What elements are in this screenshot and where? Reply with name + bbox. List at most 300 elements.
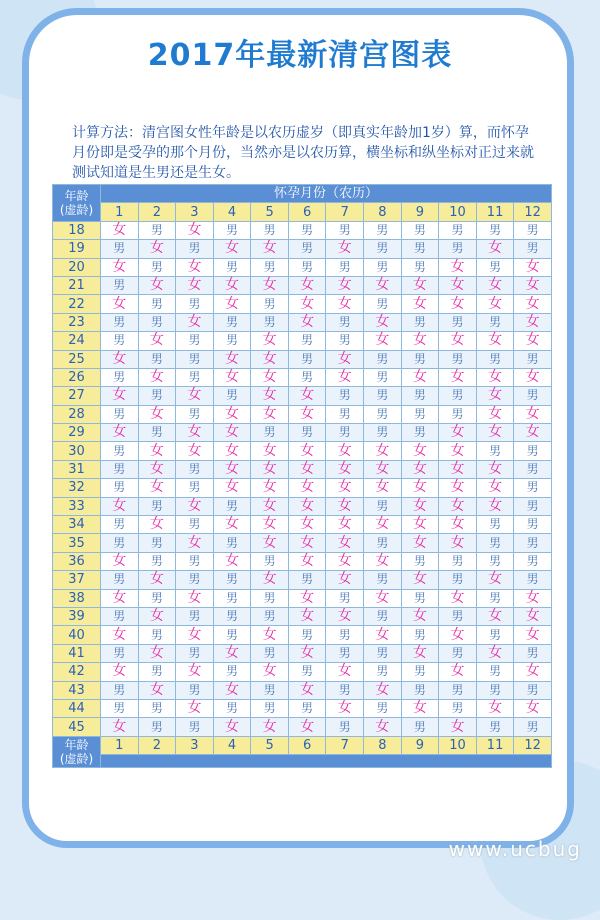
gender-cell-girl: 女 xyxy=(476,368,514,386)
age-label: 44 xyxy=(53,699,101,717)
gender-cell-boy: 男 xyxy=(213,387,251,405)
month-header-row xyxy=(53,203,552,221)
gender-cell-girl: 女 xyxy=(401,295,439,313)
gender-cell-girl: 女 xyxy=(326,607,364,625)
age-label: 37 xyxy=(53,571,101,589)
table-row xyxy=(53,221,552,239)
gender-cell-girl: 女 xyxy=(364,718,402,736)
gender-cell-girl: 女 xyxy=(326,571,364,589)
gender-cell-girl: 女 xyxy=(251,368,289,386)
gender-cell-boy: 男 xyxy=(138,718,176,736)
month-header-4: 4 xyxy=(213,203,251,221)
gender-cell-boy: 男 xyxy=(439,571,477,589)
gender-cell-girl: 女 xyxy=(514,332,552,350)
table-row xyxy=(53,479,552,497)
gender-cell-girl: 女 xyxy=(401,332,439,350)
gender-cell-boy: 男 xyxy=(476,589,514,607)
table-row xyxy=(53,424,552,442)
gender-cell-girl: 女 xyxy=(326,534,364,552)
table-row xyxy=(53,405,552,423)
gender-cell-boy: 男 xyxy=(476,663,514,681)
gender-cell-girl: 女 xyxy=(514,424,552,442)
age-label: 22 xyxy=(53,295,101,313)
gender-cell-boy: 男 xyxy=(439,681,477,699)
gender-cell-girl: 女 xyxy=(439,497,477,515)
gender-cell-boy: 男 xyxy=(401,589,439,607)
gender-cell-girl: 女 xyxy=(439,534,477,552)
age-label: 41 xyxy=(53,644,101,662)
gender-cell-boy: 男 xyxy=(138,626,176,644)
month-header-9: 9 xyxy=(401,203,439,221)
gender-cell-girl: 女 xyxy=(514,295,552,313)
gender-cell-boy: 男 xyxy=(364,497,402,515)
table-row xyxy=(53,313,552,331)
gender-cell-boy: 男 xyxy=(213,571,251,589)
gender-cell-girl: 女 xyxy=(439,442,477,460)
gender-cell-boy: 男 xyxy=(101,644,139,662)
gender-cell-girl: 女 xyxy=(138,240,176,258)
gender-cell-boy: 男 xyxy=(101,405,139,423)
table-row xyxy=(53,718,552,736)
gender-cell-boy: 男 xyxy=(251,552,289,570)
gender-cell-girl: 女 xyxy=(439,258,477,276)
gender-cell-boy: 男 xyxy=(326,313,364,331)
gender-cell-girl: 女 xyxy=(176,313,214,331)
gender-cell-girl: 女 xyxy=(326,663,364,681)
gender-cell-boy: 男 xyxy=(213,534,251,552)
gender-cell-boy: 男 xyxy=(326,258,364,276)
gender-cell-boy: 男 xyxy=(101,607,139,625)
gender-cell-girl: 女 xyxy=(476,240,514,258)
gender-cell-girl: 女 xyxy=(326,497,364,515)
gender-cell-boy: 男 xyxy=(176,295,214,313)
gender-cell-boy: 男 xyxy=(439,350,477,368)
gender-cell-girl: 女 xyxy=(213,295,251,313)
gender-cell-boy: 男 xyxy=(364,534,402,552)
gender-cell-girl: 女 xyxy=(326,699,364,717)
age-label: 21 xyxy=(53,276,101,294)
gender-cell-girl: 女 xyxy=(213,644,251,662)
gender-cell-boy: 男 xyxy=(514,534,552,552)
gender-cell-girl: 女 xyxy=(476,405,514,423)
gender-cell-boy: 男 xyxy=(514,460,552,478)
gender-cell-boy: 男 xyxy=(514,644,552,662)
gender-cell-girl: 女 xyxy=(364,589,402,607)
gender-cell-girl: 女 xyxy=(101,258,139,276)
table-row xyxy=(53,607,552,625)
gender-cell-boy: 男 xyxy=(326,387,364,405)
gender-cell-girl: 女 xyxy=(176,534,214,552)
gender-cell-girl: 女 xyxy=(288,313,326,331)
gender-cell-boy: 男 xyxy=(213,258,251,276)
gender-cell-girl: 女 xyxy=(476,479,514,497)
gender-cell-boy: 男 xyxy=(101,313,139,331)
gender-cell-boy: 男 xyxy=(514,681,552,699)
gender-cell-girl: 女 xyxy=(138,460,176,478)
gender-cell-girl: 女 xyxy=(326,350,364,368)
gender-cell-boy: 男 xyxy=(288,571,326,589)
gender-cell-boy: 男 xyxy=(514,387,552,405)
gender-cell-girl: 女 xyxy=(101,626,139,644)
gender-cell-girl: 女 xyxy=(476,460,514,478)
age-header: 年龄 (虚龄) xyxy=(53,185,101,222)
gender-cell-boy: 男 xyxy=(476,626,514,644)
gender-cell-girl: 女 xyxy=(138,332,176,350)
gender-cell-girl: 女 xyxy=(326,295,364,313)
gender-cell-boy: 男 xyxy=(364,350,402,368)
gender-cell-boy: 男 xyxy=(213,699,251,717)
gender-cell-girl: 女 xyxy=(213,276,251,294)
month-header-11: 11 xyxy=(476,203,514,221)
gender-cell-girl: 女 xyxy=(138,516,176,534)
gender-cell-girl: 女 xyxy=(401,607,439,625)
gender-cell-girl: 女 xyxy=(326,276,364,294)
gender-cell-girl: 女 xyxy=(101,663,139,681)
gender-cell-boy: 男 xyxy=(251,699,289,717)
gender-cell-boy: 男 xyxy=(101,571,139,589)
footer-month-10: 10 xyxy=(439,736,477,754)
gender-cell-boy: 男 xyxy=(176,681,214,699)
gender-cell-boy: 男 xyxy=(101,460,139,478)
gender-cell-girl: 女 xyxy=(251,350,289,368)
gender-cell-girl: 女 xyxy=(364,442,402,460)
gender-cell-boy: 男 xyxy=(176,460,214,478)
gender-cell-girl: 女 xyxy=(439,424,477,442)
age-label: 34 xyxy=(53,516,101,534)
table-row xyxy=(53,240,552,258)
table-row xyxy=(53,276,552,294)
gender-cell-girl: 女 xyxy=(514,313,552,331)
gender-cell-boy: 男 xyxy=(251,681,289,699)
gender-cell-boy: 男 xyxy=(364,258,402,276)
gender-cell-girl: 女 xyxy=(251,571,289,589)
gender-cell-boy: 男 xyxy=(176,350,214,368)
gender-cell-girl: 女 xyxy=(288,460,326,478)
gender-cell-girl: 女 xyxy=(176,442,214,460)
gender-cell-boy: 男 xyxy=(439,552,477,570)
gender-cell-girl: 女 xyxy=(401,460,439,478)
footer-month-1: 1 xyxy=(101,736,139,754)
table-row xyxy=(53,663,552,681)
gender-cell-girl: 女 xyxy=(514,663,552,681)
gender-cell-boy: 男 xyxy=(326,221,364,239)
gender-cell-girl: 女 xyxy=(138,442,176,460)
gender-cell-boy: 男 xyxy=(101,479,139,497)
gender-cell-girl: 女 xyxy=(364,479,402,497)
table-row xyxy=(53,681,552,699)
gender-cell-girl: 女 xyxy=(476,332,514,350)
table-row xyxy=(53,387,552,405)
gender-cell-girl: 女 xyxy=(251,460,289,478)
footer-month-3: 3 xyxy=(176,736,214,754)
gender-cell-girl: 女 xyxy=(326,479,364,497)
gender-cell-girl: 女 xyxy=(288,552,326,570)
table-row xyxy=(53,350,552,368)
gender-cell-boy: 男 xyxy=(251,221,289,239)
gender-cell-boy: 男 xyxy=(101,516,139,534)
gender-cell-boy: 男 xyxy=(326,681,364,699)
gender-cell-boy: 男 xyxy=(401,405,439,423)
calculation-description: 计算方法：清宫图女性年龄是以农历虚岁（即真实年龄加1岁）算，而怀孕月份即是受孕的那个月份，当然亦是以农历算，横坐标和纵坐标对正过来就测试知道是生男还是生女。 xyxy=(72,125,534,181)
table-row xyxy=(53,571,552,589)
gender-cell-girl: 女 xyxy=(514,607,552,625)
gender-cell-girl: 女 xyxy=(364,313,402,331)
chart-body xyxy=(53,221,552,736)
gender-cell-boy: 男 xyxy=(514,552,552,570)
gender-cell-girl: 女 xyxy=(476,424,514,442)
gender-cell-boy: 男 xyxy=(251,313,289,331)
gender-cell-boy: 男 xyxy=(401,258,439,276)
gender-cell-girl: 女 xyxy=(476,607,514,625)
gender-cell-girl: 女 xyxy=(401,497,439,515)
age-label: 38 xyxy=(53,589,101,607)
gender-cell-boy: 男 xyxy=(176,552,214,570)
age-label: 33 xyxy=(53,497,101,515)
gender-cell-girl: 女 xyxy=(288,497,326,515)
gender-cell-boy: 男 xyxy=(176,332,214,350)
gender-cell-boy: 男 xyxy=(401,350,439,368)
gender-cell-girl: 女 xyxy=(138,644,176,662)
gender-cell-girl: 女 xyxy=(401,516,439,534)
gender-cell-boy: 男 xyxy=(514,479,552,497)
gender-cell-girl: 女 xyxy=(439,516,477,534)
gender-cell-girl: 女 xyxy=(251,240,289,258)
gender-cell-boy: 男 xyxy=(138,258,176,276)
gender-cell-boy: 男 xyxy=(138,663,176,681)
gender-cell-girl: 女 xyxy=(288,516,326,534)
footer-month-12: 12 xyxy=(514,736,552,754)
gender-cell-boy: 男 xyxy=(476,516,514,534)
gender-cell-girl: 女 xyxy=(439,295,477,313)
gender-cell-boy: 男 xyxy=(288,699,326,717)
gender-cell-girl: 女 xyxy=(251,332,289,350)
gender-cell-girl: 女 xyxy=(401,276,439,294)
age-label: 31 xyxy=(53,460,101,478)
gender-cell-boy: 男 xyxy=(326,626,364,644)
table-row xyxy=(53,295,552,313)
gender-cell-boy: 男 xyxy=(176,479,214,497)
gender-cell-girl: 女 xyxy=(326,460,364,478)
age-label: 36 xyxy=(53,552,101,570)
gender-cell-boy: 男 xyxy=(101,368,139,386)
gender-cell-girl: 女 xyxy=(213,442,251,460)
gender-cell-boy: 男 xyxy=(439,405,477,423)
gender-cell-girl: 女 xyxy=(101,718,139,736)
gender-cell-boy: 男 xyxy=(138,589,176,607)
gender-cell-boy: 男 xyxy=(213,497,251,515)
gender-cell-girl: 女 xyxy=(364,681,402,699)
gender-cell-boy: 男 xyxy=(251,607,289,625)
gender-cell-girl: 女 xyxy=(251,479,289,497)
footer-month-4: 4 xyxy=(213,736,251,754)
gender-cell-girl: 女 xyxy=(288,534,326,552)
gender-cell-girl: 女 xyxy=(101,552,139,570)
gender-cell-boy: 男 xyxy=(364,571,402,589)
gender-cell-boy: 男 xyxy=(138,313,176,331)
gender-cell-boy: 男 xyxy=(138,350,176,368)
gender-cell-boy: 男 xyxy=(514,571,552,589)
gender-cell-boy: 男 xyxy=(138,552,176,570)
gender-cell-girl: 女 xyxy=(401,644,439,662)
gender-cell-boy: 男 xyxy=(251,424,289,442)
footer-month-2: 2 xyxy=(138,736,176,754)
gender-cell-boy: 男 xyxy=(401,626,439,644)
month-header-title: 怀孕月份（农历） xyxy=(101,185,552,203)
gender-cell-boy: 男 xyxy=(251,295,289,313)
gender-cell-girl: 女 xyxy=(364,276,402,294)
age-label: 23 xyxy=(53,313,101,331)
gender-cell-girl: 女 xyxy=(288,276,326,294)
gender-cell-boy: 男 xyxy=(439,607,477,625)
gender-cell-girl: 女 xyxy=(364,516,402,534)
gender-cell-girl: 女 xyxy=(401,699,439,717)
age-label: 20 xyxy=(53,258,101,276)
gender-cell-boy: 男 xyxy=(364,663,402,681)
gender-cell-boy: 男 xyxy=(439,221,477,239)
gender-cell-girl: 女 xyxy=(251,718,289,736)
table-row xyxy=(53,258,552,276)
gender-cell-girl: 女 xyxy=(213,368,251,386)
table-row xyxy=(53,332,552,350)
gender-cell-girl: 女 xyxy=(101,350,139,368)
gender-cell-boy: 男 xyxy=(138,497,176,515)
gender-cell-boy: 男 xyxy=(101,442,139,460)
table-row xyxy=(53,552,552,570)
gender-cell-girl: 女 xyxy=(364,626,402,644)
age-label: 45 xyxy=(53,718,101,736)
gender-cell-boy: 男 xyxy=(364,607,402,625)
age-label: 26 xyxy=(53,368,101,386)
gender-cell-boy: 男 xyxy=(439,313,477,331)
gender-cell-girl: 女 xyxy=(439,479,477,497)
gender-cell-girl: 女 xyxy=(288,607,326,625)
gender-cell-boy: 男 xyxy=(401,240,439,258)
gender-cell-boy: 男 xyxy=(364,405,402,423)
gender-cell-boy: 男 xyxy=(213,589,251,607)
gender-cell-girl: 女 xyxy=(326,240,364,258)
gender-cell-girl: 女 xyxy=(101,387,139,405)
gender-cell-girl: 女 xyxy=(288,718,326,736)
gender-cell-boy: 男 xyxy=(476,681,514,699)
gender-cell-girl: 女 xyxy=(364,332,402,350)
gender-cell-boy: 男 xyxy=(401,663,439,681)
gender-cell-boy: 男 xyxy=(213,607,251,625)
gender-cell-girl: 女 xyxy=(101,295,139,313)
gender-cell-girl: 女 xyxy=(439,460,477,478)
gender-cell-boy: 男 xyxy=(514,221,552,239)
gender-cell-girl: 女 xyxy=(213,479,251,497)
gender-cell-girl: 女 xyxy=(213,516,251,534)
month-header-6: 6 xyxy=(288,203,326,221)
gender-cell-boy: 男 xyxy=(514,240,552,258)
gender-cell-girl: 女 xyxy=(326,516,364,534)
gender-cell-girl: 女 xyxy=(138,681,176,699)
month-header-7: 7 xyxy=(326,203,364,221)
gender-cell-girl: 女 xyxy=(213,718,251,736)
age-label: 18 xyxy=(53,221,101,239)
gender-cell-girl: 女 xyxy=(251,387,289,405)
gender-cell-girl: 女 xyxy=(176,424,214,442)
gender-cell-boy: 男 xyxy=(401,681,439,699)
gender-cell-boy: 男 xyxy=(138,424,176,442)
gender-cell-girl: 女 xyxy=(251,663,289,681)
gender-cell-boy: 男 xyxy=(213,313,251,331)
gender-cell-girl: 女 xyxy=(401,479,439,497)
gender-cell-girl: 女 xyxy=(176,589,214,607)
gender-cell-girl: 女 xyxy=(326,368,364,386)
gender-cell-boy: 男 xyxy=(476,442,514,460)
gender-cell-girl: 女 xyxy=(364,460,402,478)
gender-cell-boy: 男 xyxy=(364,221,402,239)
gender-cell-girl: 女 xyxy=(176,276,214,294)
gender-cell-girl: 女 xyxy=(439,589,477,607)
age-label: 42 xyxy=(53,663,101,681)
gender-cell-girl: 女 xyxy=(213,240,251,258)
gender-cell-boy: 男 xyxy=(213,332,251,350)
gender-cell-boy: 男 xyxy=(176,368,214,386)
month-header-1: 1 xyxy=(101,203,139,221)
footer-month-9: 9 xyxy=(401,736,439,754)
gender-cell-girl: 女 xyxy=(288,387,326,405)
gender-cell-girl: 女 xyxy=(138,607,176,625)
gender-cell-boy: 男 xyxy=(101,534,139,552)
gender-cell-girl: 女 xyxy=(401,442,439,460)
gender-cell-girl: 女 xyxy=(476,644,514,662)
gender-cell-boy: 男 xyxy=(176,240,214,258)
gender-cell-girl: 女 xyxy=(514,699,552,717)
gender-cell-girl: 女 xyxy=(514,258,552,276)
gender-cell-boy: 男 xyxy=(364,295,402,313)
gender-cell-boy: 男 xyxy=(288,332,326,350)
footer-age-header: 年龄 (虚龄) xyxy=(53,736,101,767)
gender-cell-boy: 男 xyxy=(326,718,364,736)
gender-cell-girl: 女 xyxy=(251,626,289,644)
gender-cell-girl: 女 xyxy=(213,405,251,423)
gender-cell-boy: 男 xyxy=(326,644,364,662)
age-label: 24 xyxy=(53,332,101,350)
gender-cell-girl: 女 xyxy=(138,571,176,589)
gender-cell-boy: 男 xyxy=(514,350,552,368)
age-label: 43 xyxy=(53,681,101,699)
gender-cell-boy: 男 xyxy=(476,350,514,368)
gender-cell-girl: 女 xyxy=(514,589,552,607)
gender-cell-girl: 女 xyxy=(251,276,289,294)
gender-cell-boy: 男 xyxy=(138,221,176,239)
gender-cell-boy: 男 xyxy=(288,258,326,276)
gender-cell-boy: 男 xyxy=(101,240,139,258)
gender-cell-girl: 女 xyxy=(514,276,552,294)
gender-cell-boy: 男 xyxy=(101,276,139,294)
month-header-5: 5 xyxy=(251,203,289,221)
footer-month-8: 8 xyxy=(364,736,402,754)
table-row xyxy=(53,442,552,460)
gender-cell-girl: 女 xyxy=(514,405,552,423)
gender-cell-boy: 男 xyxy=(251,258,289,276)
month-header-10: 10 xyxy=(439,203,477,221)
gender-cell-boy: 男 xyxy=(213,221,251,239)
gender-cell-girl: 女 xyxy=(101,497,139,515)
gender-cell-girl: 女 xyxy=(213,552,251,570)
table-row xyxy=(53,626,552,644)
table-row xyxy=(53,534,552,552)
footer-month-6: 6 xyxy=(288,736,326,754)
gender-cell-girl: 女 xyxy=(176,663,214,681)
gender-cell-girl: 女 xyxy=(514,368,552,386)
footer-month-11: 11 xyxy=(476,736,514,754)
gender-cell-girl: 女 xyxy=(326,552,364,570)
watermark: www.ucbug xyxy=(448,837,582,861)
gender-cell-girl: 女 xyxy=(176,497,214,515)
